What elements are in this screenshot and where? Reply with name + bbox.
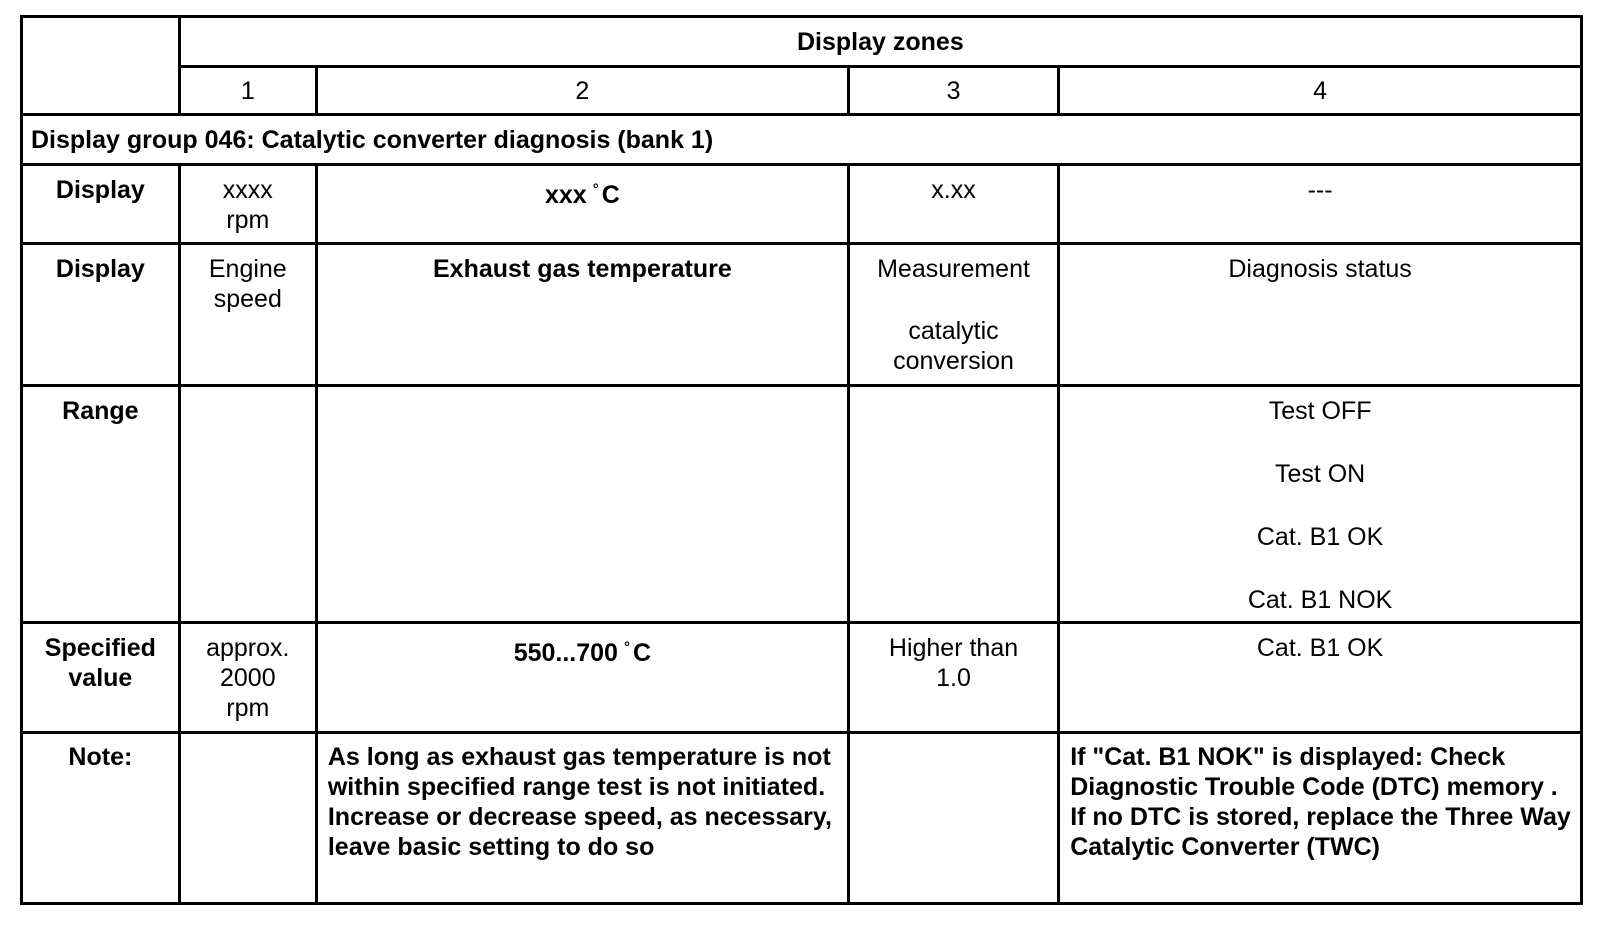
specified-engine-speed (179, 623, 316, 733)
row-label-note: Note: (22, 733, 180, 904)
zone-number-4: 4 (1059, 67, 1582, 115)
zone-number-1: 1 (179, 67, 316, 115)
display-zones-table (20, 15, 1583, 905)
diagnosis-status-name: Diagnosis status (1059, 244, 1582, 386)
zone-numbers-row (22, 67, 1582, 115)
range-zone-3 (848, 386, 1058, 623)
celsius-unit: C (632, 639, 652, 667)
conversion-name-line3: conversion (893, 347, 1014, 375)
display-zones-title: Display zones (179, 17, 1581, 67)
specified-label-line2: value (68, 664, 133, 692)
display-group-title: Display group 046: Catalytic converter diagnosis (bank 1) (22, 115, 1582, 165)
degree-symbol: ° (592, 181, 599, 198)
range-item-test-off: Test OFF (1268, 397, 1372, 425)
specified-exhaust-temp (316, 623, 848, 733)
engine-speed-name (179, 244, 316, 386)
engine-speed-unit: rpm (226, 206, 270, 234)
specified-diagnosis-status: Cat. B1 OK (1059, 623, 1582, 733)
row-label-specified-value (22, 623, 180, 733)
zone-number-2: 2 (316, 67, 848, 115)
specified-conversion-line2: 1.0 (936, 664, 971, 692)
engine-speed-name-line1: Engine (208, 255, 287, 283)
specified-engine-speed-line2: 2000 (219, 664, 276, 692)
conversion-name (848, 244, 1058, 386)
specified-temp-range: 550...700 (513, 639, 618, 667)
engine-speed-name-line2: speed (213, 285, 282, 313)
exhaust-temp-name: Exhaust gas temperature (316, 244, 848, 386)
conversion-name-line1: Measurement (877, 255, 1030, 283)
conversion-name-line2: catalytic (908, 317, 999, 345)
specified-label-line1: Specified (44, 634, 156, 662)
exhaust-temp-placeholder: xxx (544, 181, 587, 209)
note-diagnosis-status: If "Cat. B1 NOK" is displayed: Check Diagnostic Trouble Code (DTC) memory . If no DTC is stored, replace the Three Way Catalytic Converter (TWC) (1059, 733, 1582, 904)
specified-engine-speed-line3: rpm (226, 694, 270, 722)
corner-cell (22, 17, 180, 115)
celsius-unit: C (601, 181, 620, 209)
specified-conversion-line1: Higher than (888, 634, 1019, 662)
row-label-display-name: Display (22, 244, 180, 386)
specified-value-row (22, 623, 1582, 733)
range-item-cat-nok: Cat. B1 NOK (1247, 586, 1393, 614)
engine-speed-value-line: xxxx (222, 176, 273, 204)
note-exhaust-temp: As long as exhaust gas temperature is not within specified range test is not initiated. Increase or decrease speed, as necessary, leave basic setting to do so (316, 733, 848, 904)
range-status-list (1059, 386, 1582, 623)
exhaust-temp-value (316, 165, 848, 244)
display-values-row (22, 165, 1582, 244)
note-zone-3 (848, 733, 1058, 904)
zones-header-row (22, 17, 1582, 67)
range-item-cat-ok: Cat. B1 OK (1256, 523, 1384, 551)
zone-number-3: 3 (848, 67, 1058, 115)
note-zone-1 (179, 733, 316, 904)
diagnosis-status-value: --- (1059, 165, 1582, 244)
row-label-range: Range (22, 386, 180, 623)
engine-speed-value (179, 165, 316, 244)
conversion-value: x.xx (848, 165, 1058, 244)
specified-conversion (848, 623, 1058, 733)
range-zone-2 (316, 386, 848, 623)
range-item-test-on: Test ON (1274, 460, 1366, 488)
degree-symbol: ° (623, 639, 630, 656)
display-names-row (22, 244, 1582, 386)
row-label-display: Display (22, 165, 180, 244)
range-zone-1 (179, 386, 316, 623)
range-row (22, 386, 1582, 623)
specified-engine-speed-line1: approx. (206, 634, 290, 662)
note-row (22, 733, 1582, 904)
section-title-row (22, 115, 1582, 165)
